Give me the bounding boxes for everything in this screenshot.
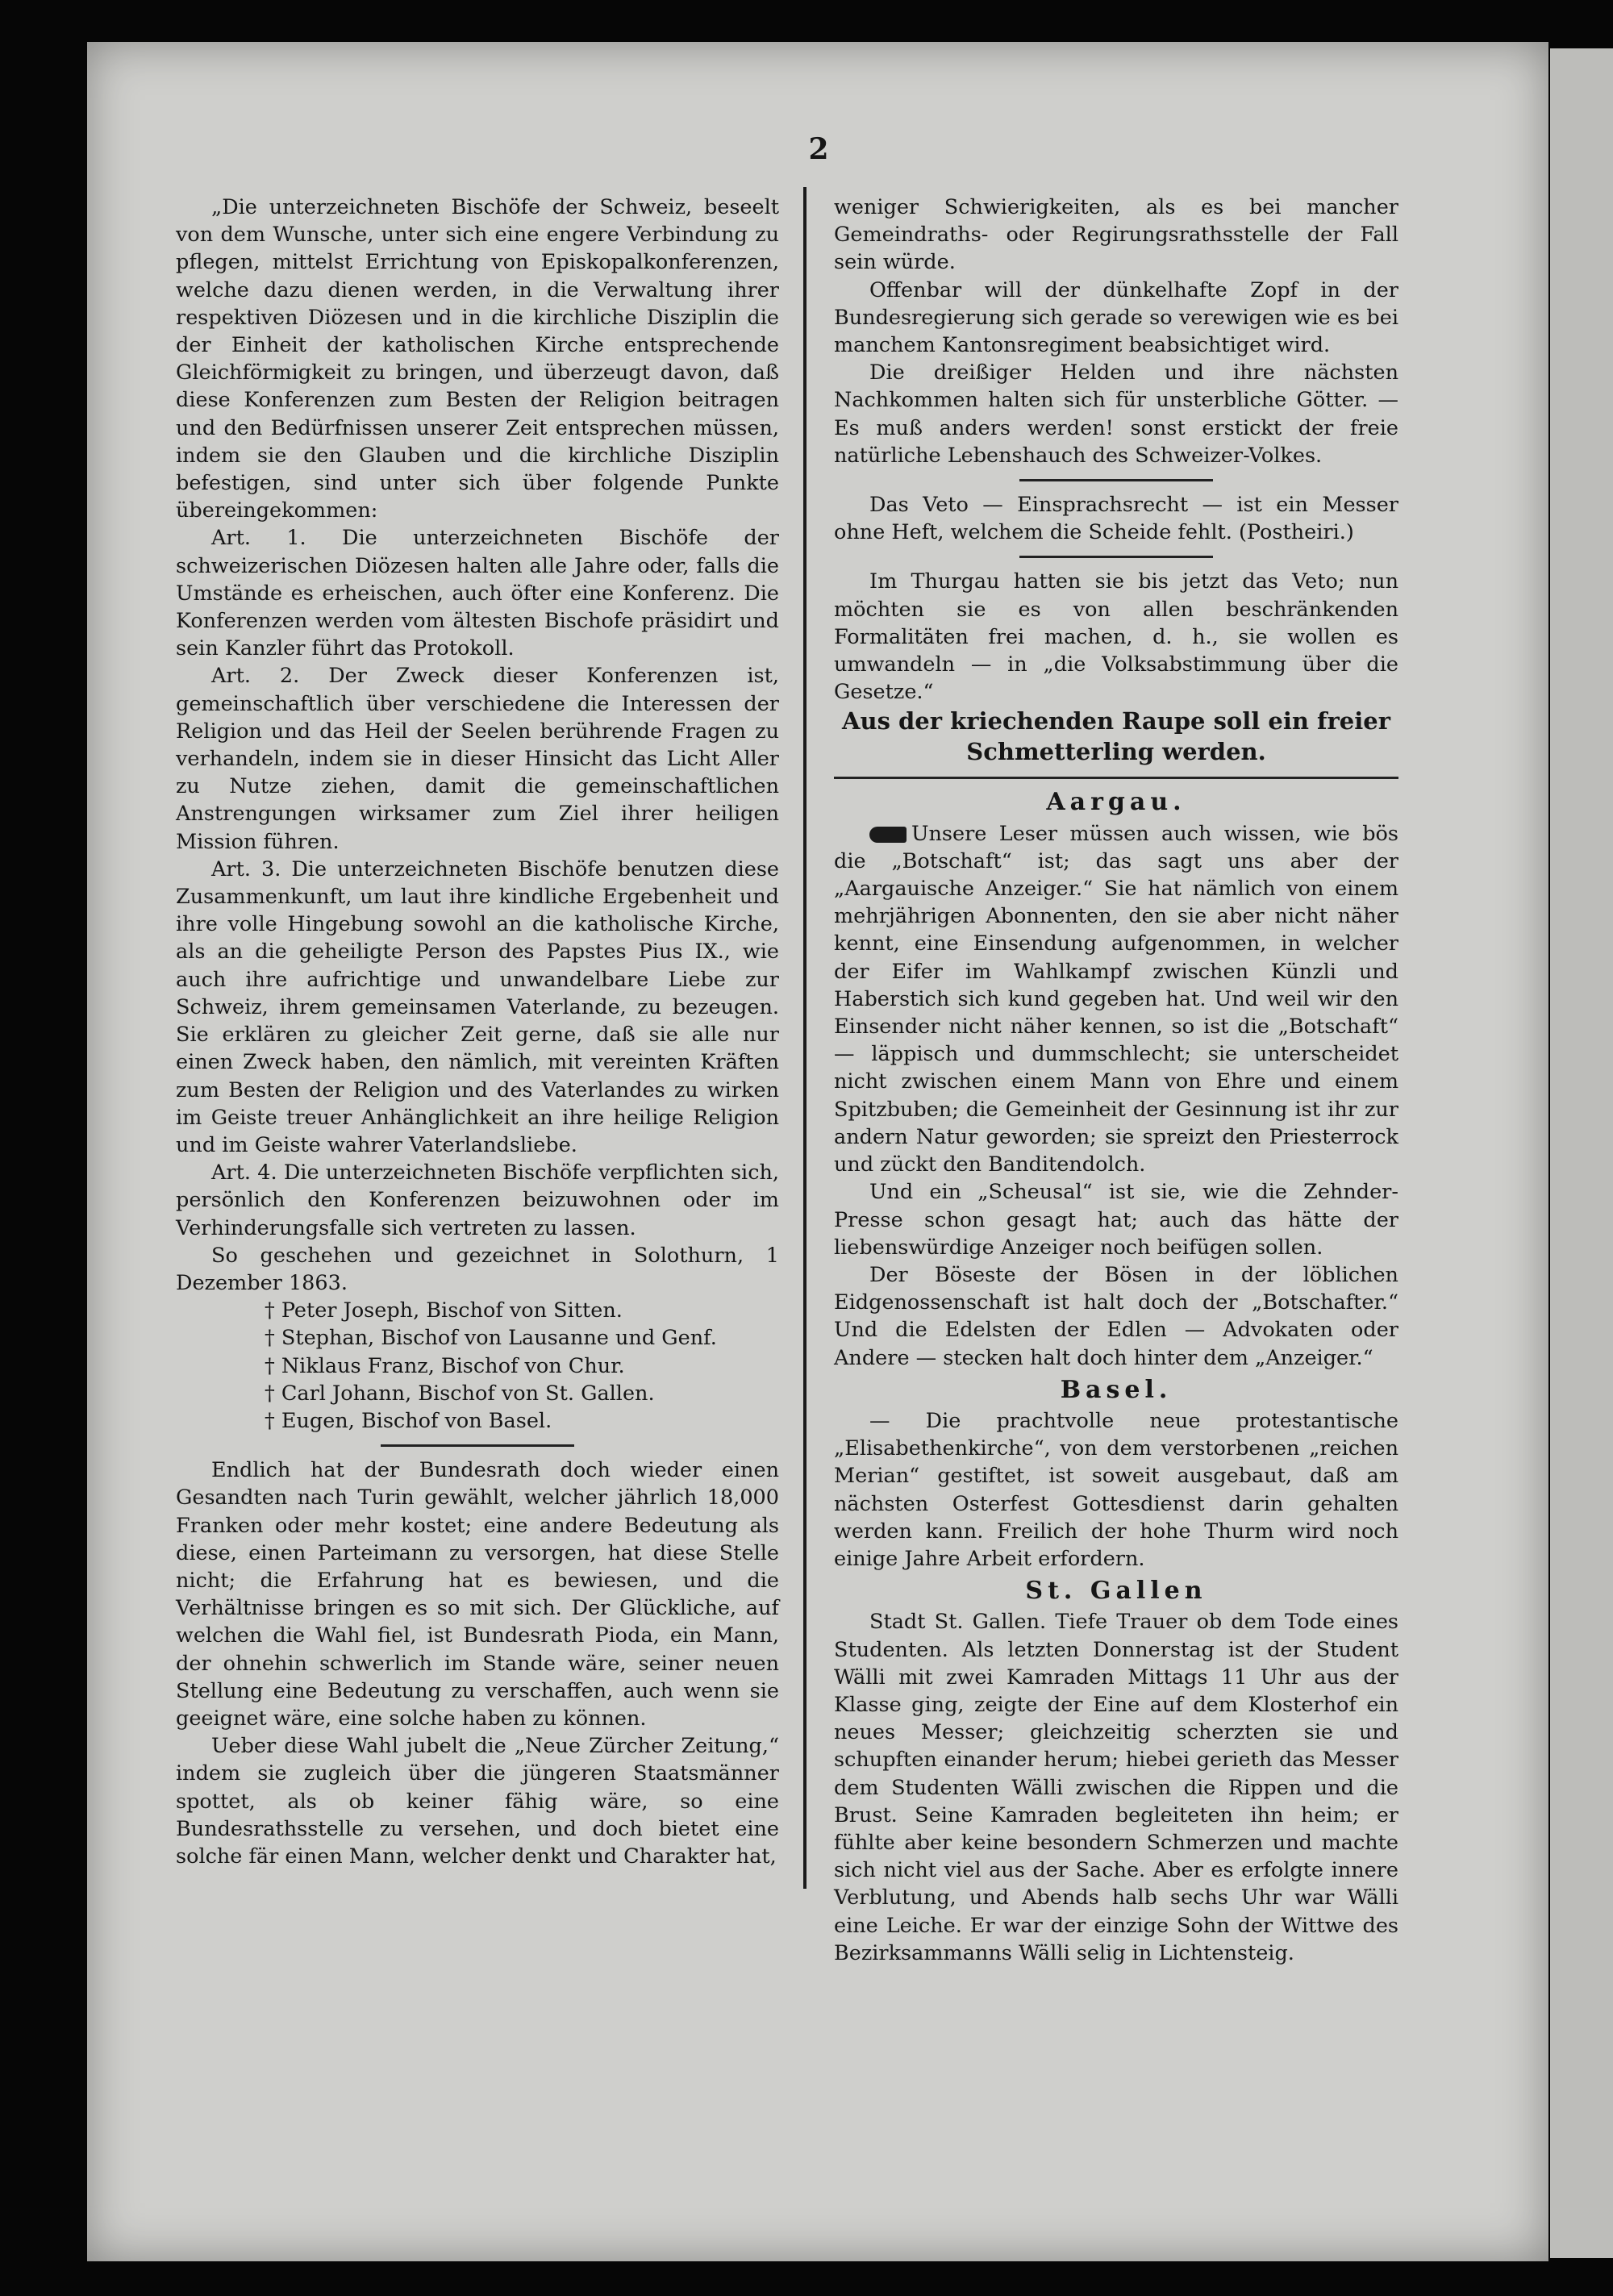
basel-heading: Basel. (1060, 1375, 1173, 1404)
aargau-paragraph-3: Der Böseste der Bösen in der löblichen Eidgenossenschaft ist halt doch der „Botschafter.“ Und die Edelsten der Edlen — Advokaten oder Andere — stecken halt doch hinter dem „Anzeiger.“ (834, 1262, 1398, 1370)
aargau-paragraph-2: Und ein „Scheusal“ ist sie, wie die Zehnder-Presse schon gesagt hat; auch das hätte der liebenswürdige Anzeiger noch beifügen sollen. (834, 1180, 1398, 1260)
signature-4: † Carl Johann, Bischof von St. Gallen. (265, 1381, 655, 1406)
section-rule (381, 1444, 574, 1447)
butterfly-headline: Aus der kriechenden Raupe soll ein freier Schmetterling werden. (842, 707, 1390, 766)
aargau-heading: Aargau. (1046, 788, 1186, 817)
section-rule (834, 777, 1398, 779)
aargau-paragraph-1: Unsere Leser müssen auch wissen, wie bös die „Botschaft“ ist; das sagt uns aber der „Aargauische Anzeiger.“ Sie hat nämlich von einem mehrjährigen Abonnenten, den sie aber nicht näher kennt, eine Einsendung aufgenommen, in welcher der Eifer im Wahlkampf zwischen Künzli und Haberstich sich kund gegeben hat. Und weil wir den Einsender nicht näher kennen, so ist die „Botschaft“ — läppisch und dummschlecht; sie unterscheidet nicht zwischen einem Mann von Ehre und einem Spitzbuben; die Gemeinheit der Gesinnung ist ihr zur andern Natur geworden; sie spreizt den Priesterrock und zückt den Banditendolch. (834, 821, 1398, 1177)
turin-paragraph-2: Ueber diese Wahl jubelt die „Neue Zürcher Zeitung,“ indem sie zugleich über die jüngeren Staatsmänner spottet, als ob keiner fähig wäre, so eine Bundesrathsstelle zu versehen, und doch bietet eine solche fär einen Mann, welcher denkt und Charakter hat, (176, 1734, 779, 1869)
left-column (176, 194, 779, 1870)
signature-5: † Eugen, Bischof von Basel. (265, 1408, 552, 1433)
article-3: Art. 3. Die unterzeichneten Bischöfe benutzen diese Zusammenkunft, um laut ihre kindliche Ergebenheit und ihre volle Hingebung sowohl an die katholische Kirche, als an die geheiligte Person des Papstes Pius IX., wie auch ihre aufrichtige und unwandelbare Liebe zur Schweiz, ihrem gemeinsamen Vaterlande, zu bezeugen. Sie erklären zu gleicher Zeit gerne, daß sie alle nur einen Zweck haben, den nämlich, mit vereinten Kräften zum Besten der Religion und des Vaterlandes zu wirken im Geiste treuer Anhänglichkeit an ihre heilige Religion und im Geiste wahrer Vaterlandsliebe. (176, 856, 779, 1157)
signature-2: † Stephan, Bischof von Lausanne und Genf. (265, 1326, 717, 1351)
right-column (834, 194, 1398, 1967)
adjacent-page-edge (1550, 48, 1613, 2258)
continued-paragraph: weniger Schwierigkeiten, als es bei mancher Gemeindraths- oder Regirungsrathsstelle der Fall sein würde. (834, 195, 1398, 275)
stgallen-heading: St. Gallen (1025, 1577, 1207, 1606)
closing-line: So geschehen und gezeichnet in Solothurn, 1 Dezember 1863. (176, 1243, 779, 1295)
signature-3: † Niklaus Franz, Bischof von Chur. (265, 1353, 625, 1378)
article-2: Art. 2. Der Zweck dieser Konferenzen ist, gemeinschaftlich über verschiedene die Interessen der Religion und das Heil der Seelen berührende Fragen zu verhandeln, indem sie in dieser Hinsicht das Licht Aller zu Nutze ziehen, damit die gemeinschaftlichen Anstrengungen wirksamer zum Ziel ihrer heiligen Mission führen. (176, 664, 779, 854)
page-number: 2 (808, 132, 829, 166)
pointing-hand-icon (869, 827, 907, 843)
section-rule (1019, 556, 1213, 558)
section-rule (1019, 479, 1213, 481)
basel-paragraph: — Die prachtvolle neue protestantische „Elisabethenkirche“, von dem verstorbenen „reichen Merian“ gestiftet, ist soweit ausgebaut, daß am nächsten Osterfest Gottesdienst darin gehalten werden kann. Freilich der hohe Thurm wird noch einige Jahre Arbeit erfordern. (834, 1408, 1398, 1571)
signature-1: † Peter Joseph, Bischof von Sitten. (265, 1298, 623, 1323)
stgallen-paragraph: Stadt St. Gallen. Tiefe Trauer ob dem Tode eines Studenten. Als letzten Donnerstag ist der Student Wälli mit zwei Kamraden Mittags 11 Uhr aus der Klasse ging, zeigte der Eine auf dem Klosterhof ein neues Messer; gleichzeitig scherzten sie und schupften einander herum; hiebei gerieth das Messer dem Studenten Wälli zwischen die Rippen und die Brust. Seine Kamraden begleiteten ihn heim; er fühlte aber keine besondern Schmerzen und machte sich nicht viel aus der Sache. Aber es erfolgte innere Verblutung, und Abends halb sechs Uhr war Wälli eine Leiche. Er war der einzige Sohn der Wittwe des Bezirksammanns Wälli selig in Lichtensteig. (834, 1610, 1398, 1965)
turin-paragraph-1: Endlich hat der Bundesrath doch wieder einen Gesandten nach Turin gewählt, welcher jährlich 18,000 Franken oder mehr kostet; eine andere Bedeutung als diese, einen Parteimann zu versorgen, hat diese Stelle nicht; die Erfahrung hat es bewiesen, und die Verhältnisse bringen es so mit sich. Der Glückliche, auf welchen die Wahl fiel, ist Bundesrath Pioda, ein Mann, der ohnehin schwerlich im Stande wäre, seiner neuen Stellung eine Bedeutung zu verschaffen, auch wenn sie geeignet wäre, eine solche haben zu können. (176, 1458, 779, 1731)
veto-quote: Das Veto — Einsprachsrecht — ist ein Messer ohne Heft, welchem die Scheide fehlt. (Postheiri.) (834, 493, 1398, 545)
column-divider (803, 187, 806, 1889)
bishops-intro: „Die unterzeichneten Bischöfe der Schweiz, beseelt von dem Wunsche, unter sich eine engere Verbindung zu pflegen, mittelst Errichtung von Episkopalkonferenzen, welche dazu dienen werden, in die Verwaltung ihrer respektiven Diözesen und in die kirchliche Disziplin die der Einheit der katholischen Kirche entsprechende Gleichförmigkeit zu bringen, und überzeugt davon, daß diese Konferenzen zum Besten der Religion beitragen und den Bedürfnissen unserer Zeit entsprechen müssen, indem sie den Glauben und die kirchliche Disziplin befestigen, sind unter sich über folgende Punkte übereingekommen: (176, 195, 779, 523)
thurgau-paragraph: Im Thurgau hatten sie bis jetzt das Veto; nun möchten sie es von allen beschränkenden Formalitäten frei machen, d. h., sie wollen es umwandeln — in „die Volksabstimmung über die Gesetze.“ (834, 569, 1398, 705)
article-4: Art. 4. Die unterzeichneten Bischöfe verpflichten sich, persönlich den Konferenzen beizuwohnen oder im Verhinderungsfalle sich vertreten zu lassen. (176, 1161, 779, 1240)
zopf-paragraph: Offenbar will der dünkelhafte Zopf in der Bundesregierung sich gerade so verewigen wie es bei manchem Kantonsregiment beabsichtiget wird. (834, 277, 1398, 358)
article-1: Art. 1. Die unterzeichneten Bischöfe der schweizerischen Diözesen halten alle Jahre oder, falls die Umstände es erheischen, auch öfter eine Konferenz. Die Konferenzen werden vom ältesten Bischofe präsidirt und sein Kanzler führt das Protokoll. (176, 526, 779, 661)
heroes-paragraph: Die dreißiger Helden und ihre nächsten Nachkommen halten sich für unsterbliche Götter. — Es muß anders werden! sonst erstickt der freie natürliche Lebenshauch des Schweizer-Volkes. (834, 360, 1398, 468)
